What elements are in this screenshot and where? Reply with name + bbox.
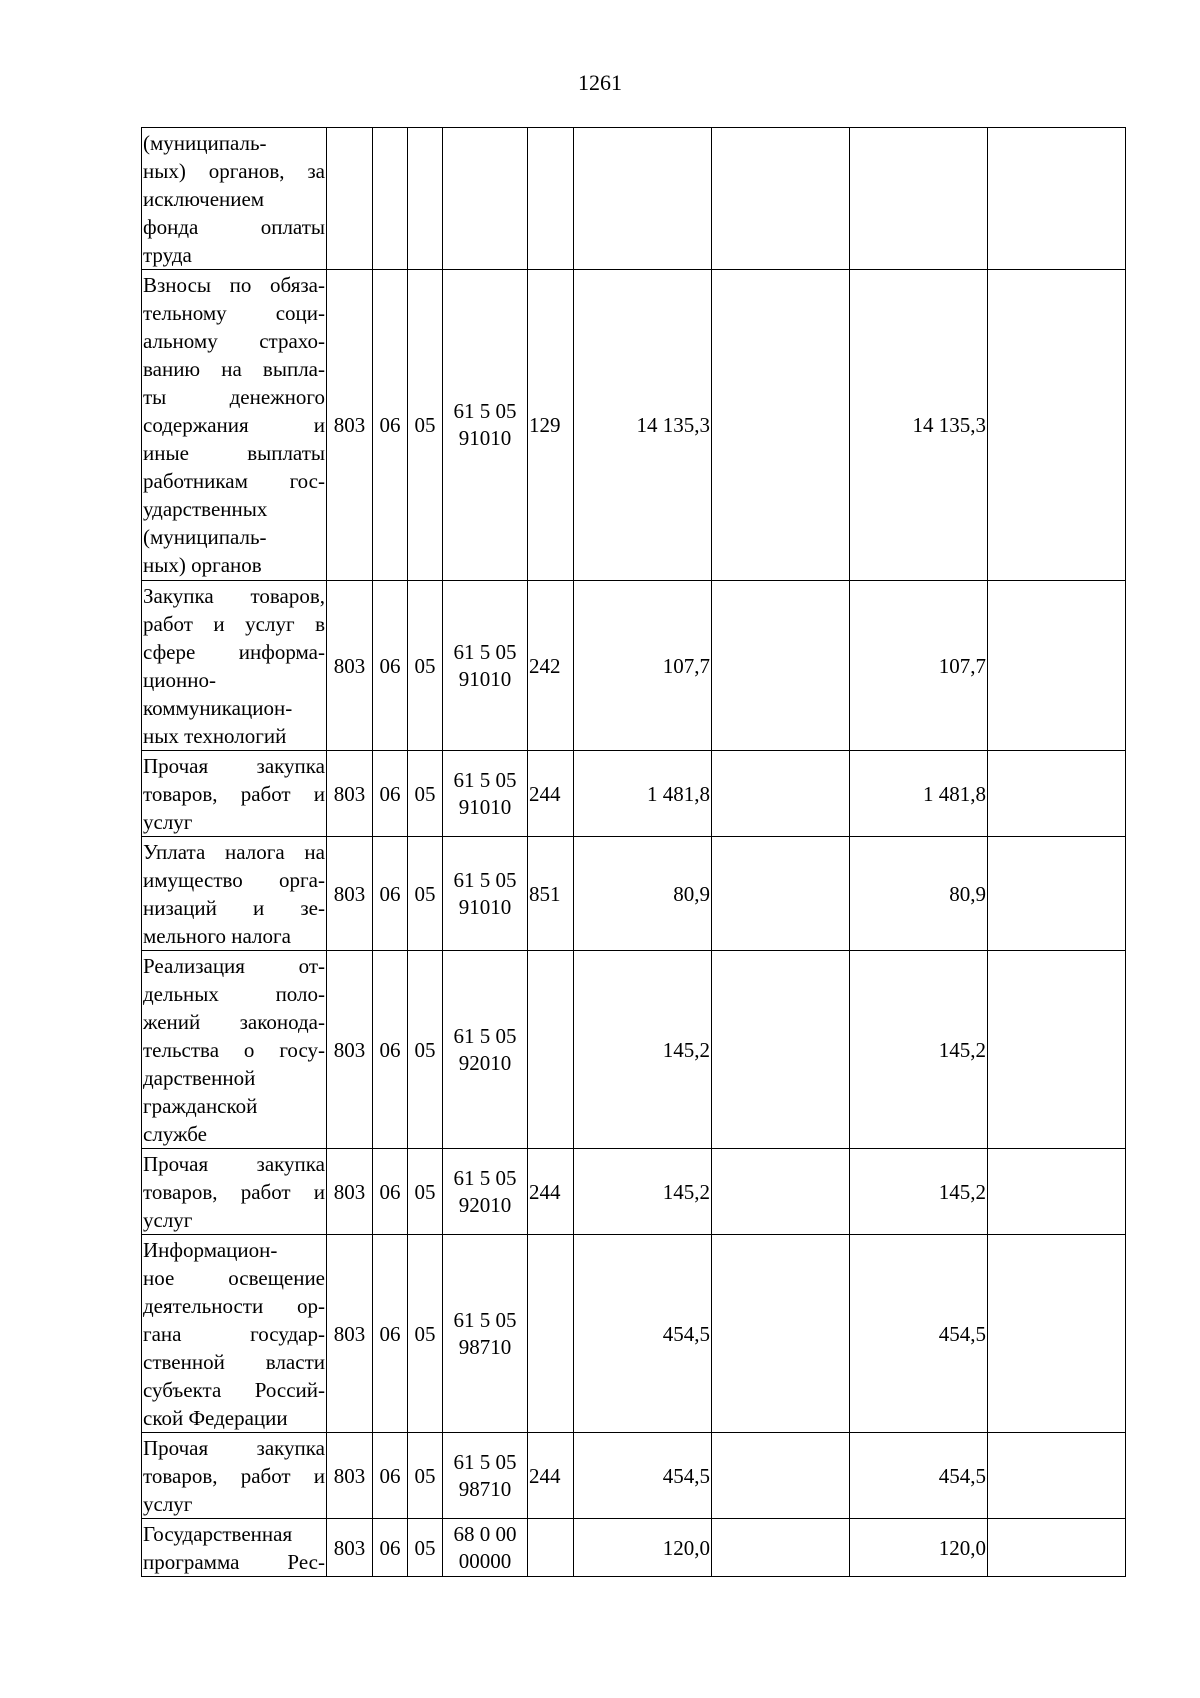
expense-name-line: дельных поло- (143, 981, 325, 1006)
expense-name-line: субъекта Россий- (143, 1377, 325, 1402)
expense-name-line: гана государ- (143, 1321, 325, 1346)
amount-cell-3 (850, 581, 988, 751)
expense-name-line: Государственная (143, 1521, 293, 1546)
amount-cell-1 (574, 1519, 712, 1577)
amount-cell-3 (850, 1519, 988, 1577)
amount-cell-1 (574, 128, 712, 270)
sum-3-value: 145,2 (938, 1037, 986, 1062)
expense-type-cell (528, 837, 574, 951)
target-article-cell (443, 1519, 528, 1577)
sum-3-value: 107,7 (938, 653, 986, 678)
razdel-cell (373, 1149, 408, 1235)
expense-name-line: содержания и (143, 413, 325, 437)
expense-name-line: ных технологий (143, 723, 287, 748)
amount-cell-1 (574, 1149, 712, 1235)
razdel-value: 06 (379, 881, 401, 906)
expense-name-cell (142, 837, 327, 951)
target-article-cell (443, 270, 528, 581)
podrazdel-cell (408, 837, 443, 951)
expense-name-line: дарственной (143, 1065, 256, 1090)
target-article-cell (443, 1235, 528, 1433)
razdel-cell (373, 1519, 408, 1577)
razdel-value: 06 (379, 1463, 401, 1488)
amount-cell-1 (574, 951, 712, 1149)
table-row (142, 951, 1126, 1149)
expense-type-cell (528, 1149, 574, 1235)
vedomstvo-value: 803 (333, 1463, 366, 1488)
amount-cell-3 (850, 1433, 988, 1519)
target-article-cell (443, 751, 528, 837)
target-article-line: 61 5 05 (453, 767, 517, 792)
sum-1-value: 107,7 (662, 653, 710, 678)
razdel-cell (373, 1433, 408, 1519)
amount-cell-3 (850, 270, 988, 581)
sum-3-value: 14 135,3 (912, 413, 986, 437)
expense-name-cell (142, 1433, 327, 1519)
vr-value: 129 (529, 413, 561, 437)
expense-name-line: ственной власти (143, 1349, 325, 1374)
podrazdel-cell (408, 751, 443, 837)
target-article-cell (443, 128, 528, 270)
expense-name-line: программа Рес- (143, 1549, 325, 1574)
podrazdel-value: 05 (414, 781, 436, 806)
target-article-line: 91010 (458, 426, 512, 450)
target-article-line: 61 5 05 (453, 399, 517, 423)
target-article-line: 91010 (458, 894, 512, 919)
sum-1-value: 145,2 (662, 1179, 710, 1204)
podrazdel-cell (408, 1519, 443, 1577)
expense-type-cell (528, 751, 574, 837)
expense-name-line: товаров, работ и (143, 1463, 325, 1488)
amount-cell-4 (988, 837, 1126, 951)
podrazdel-value: 05 (414, 653, 436, 678)
table-row (142, 751, 1126, 837)
razdel-cell (373, 581, 408, 751)
expense-name-line: услуг (143, 1207, 193, 1232)
amount-cell-4 (988, 751, 1126, 837)
amount-cell-1 (574, 1433, 712, 1519)
table-row (142, 270, 1126, 581)
amount-cell-4 (988, 951, 1126, 1149)
expense-name-line: жений законода- (143, 1009, 325, 1034)
expense-name-line: товаров, работ и (143, 1179, 325, 1204)
amount-cell-4 (988, 1519, 1126, 1577)
razdel-value: 06 (379, 1037, 401, 1062)
target-article-line: 61 5 05 (453, 1449, 517, 1474)
expense-type-cell (528, 581, 574, 751)
amount-cell-4 (988, 1433, 1126, 1519)
amount-cell-2 (712, 951, 850, 1149)
podrazdel-value: 05 (414, 1321, 436, 1346)
expense-type-cell (528, 270, 574, 581)
amount-cell-2 (712, 1235, 850, 1433)
expense-name-line: фонда оплаты (143, 214, 325, 239)
vedomstvo-cell (327, 270, 373, 581)
expense-name-line: Уплата налога на (143, 839, 325, 864)
vedomstvo-value: 803 (333, 881, 366, 906)
expense-name-line: сфере информа- (143, 639, 325, 664)
razdel-cell (373, 837, 408, 951)
expense-name-line: имущество орга- (143, 867, 325, 892)
expense-name-line: товаров, работ и (143, 781, 325, 806)
table-row (142, 128, 1126, 270)
amount-cell-1 (574, 837, 712, 951)
expense-name-cell (142, 951, 327, 1149)
expense-name-line: ционно- (143, 667, 216, 692)
expense-name-line: иные выплаты (143, 441, 325, 465)
expense-name-line: работникам гос- (143, 469, 325, 493)
vedomstvo-value: 803 (333, 1037, 366, 1062)
expense-name-line: ты денежного (143, 385, 325, 409)
table-row (142, 1235, 1126, 1433)
target-article-line: 61 5 05 (453, 639, 517, 664)
sum-3-value: 1 481,8 (923, 781, 986, 806)
expense-name-line: деятельности ор- (143, 1293, 325, 1318)
expense-name-line: Взносы по обяза- (143, 273, 325, 297)
expense-name-line: услуг (143, 1491, 193, 1516)
target-article-line: 98710 (458, 1334, 512, 1359)
budget-table (141, 127, 1126, 1577)
vedomstvo-cell (327, 581, 373, 751)
vedomstvo-value: 803 (333, 653, 366, 678)
page-number: 1261 (578, 70, 622, 95)
expense-name-line: тельства о госу- (143, 1037, 325, 1062)
target-article-line: 92010 (458, 1192, 512, 1217)
podrazdel-cell (408, 270, 443, 581)
vedomstvo-cell (327, 837, 373, 951)
expense-name-line: службе (143, 1121, 207, 1146)
vr-value: 244 (529, 1463, 561, 1488)
expense-name-line: Информацион- (143, 1237, 278, 1262)
amount-cell-1 (574, 270, 712, 581)
target-article-line: 61 5 05 (453, 1307, 517, 1332)
expense-name-line: ное освещение (143, 1265, 325, 1290)
expense-name-line: мельного налога (143, 923, 291, 948)
vedomstvo-cell (327, 1149, 373, 1235)
expense-name-cell (142, 128, 327, 270)
table-row (142, 1433, 1126, 1519)
table-row (142, 1149, 1126, 1235)
sum-3-value: 120,0 (938, 1535, 986, 1560)
podrazdel-cell (408, 581, 443, 751)
podrazdel-cell (408, 1433, 443, 1519)
expense-name-line: услуг (143, 809, 193, 834)
amount-cell-4 (988, 1235, 1126, 1433)
podrazdel-value: 05 (414, 1037, 436, 1062)
expense-name-cell (142, 1519, 327, 1577)
expense-name-line: Прочая закупка (143, 753, 325, 778)
vedomstvo-value: 803 (333, 1321, 366, 1346)
expense-name-line: работ и услуг в (143, 611, 325, 636)
amount-cell-4 (988, 1149, 1126, 1235)
expense-type-cell (528, 1433, 574, 1519)
table-row (142, 1519, 1126, 1577)
target-article-cell (443, 1149, 528, 1235)
razdel-value: 06 (379, 413, 401, 437)
expense-name-line: (муниципаль- (143, 130, 267, 155)
amount-cell-4 (988, 128, 1126, 270)
podrazdel-value: 05 (414, 881, 436, 906)
vr-value: 851 (529, 881, 561, 906)
expense-type-cell (528, 1519, 574, 1577)
razdel-cell (373, 270, 408, 581)
expense-name-cell (142, 751, 327, 837)
podrazdel-cell (408, 1149, 443, 1235)
target-article-line: 61 5 05 (453, 1165, 517, 1190)
vedomstvo-cell (327, 1519, 373, 1577)
sum-3-value: 80,9 (949, 881, 986, 906)
target-article-cell (443, 1433, 528, 1519)
expense-name-cell (142, 270, 327, 581)
podrazdel-value: 05 (414, 413, 436, 437)
sum-3-value: 454,5 (938, 1463, 986, 1488)
razdel-value: 06 (379, 653, 401, 678)
table-body (142, 128, 1126, 1577)
expense-name-line: низаций и зе- (143, 895, 325, 920)
amount-cell-3 (850, 1149, 988, 1235)
razdel-value: 06 (379, 1535, 401, 1560)
razdel-value: 06 (379, 1321, 401, 1346)
amount-cell-4 (988, 581, 1126, 751)
expense-name-line: ванию на выпла- (143, 357, 325, 381)
sum-1-value: 80,9 (673, 881, 710, 906)
sum-1-value: 14 135,3 (636, 413, 710, 437)
vedomstvo-cell (327, 751, 373, 837)
razdel-value: 06 (379, 1179, 401, 1204)
podrazdel-value: 05 (414, 1179, 436, 1204)
expense-name-line: коммуникацион- (143, 695, 293, 720)
razdel-cell (373, 751, 408, 837)
expense-name-cell (142, 581, 327, 751)
amount-cell-1 (574, 581, 712, 751)
expense-name-line: Прочая закупка (143, 1435, 325, 1460)
expense-name-cell (142, 1149, 327, 1235)
target-article-cell (443, 581, 528, 751)
sum-1-value: 454,5 (662, 1321, 710, 1346)
vedomstvo-value: 803 (333, 1179, 366, 1204)
vedomstvo-cell (327, 128, 373, 270)
expense-type-cell (528, 951, 574, 1149)
sum-1-value: 145,2 (662, 1037, 710, 1062)
podrazdel-cell (408, 1235, 443, 1433)
amount-cell-2 (712, 1149, 850, 1235)
expense-name-line: (муниципаль- (143, 525, 267, 549)
target-article-line: 00000 (458, 1548, 512, 1573)
expense-type-cell (528, 128, 574, 270)
expense-name-line: Реализация от- (143, 953, 325, 978)
amount-cell-2 (712, 1519, 850, 1577)
target-article-line: 91010 (458, 666, 512, 691)
amount-cell-2 (712, 128, 850, 270)
amount-cell-2 (712, 270, 850, 581)
sum-1-value: 454,5 (662, 1463, 710, 1488)
expense-type-cell (528, 1235, 574, 1433)
vedomstvo-cell (327, 1433, 373, 1519)
amount-cell-2 (712, 1433, 850, 1519)
expense-name-line: гражданской (143, 1093, 258, 1118)
expense-name-line: исключением (143, 186, 265, 211)
razdel-cell (373, 128, 408, 270)
vedomstvo-cell (327, 951, 373, 1149)
amount-cell-3 (850, 1235, 988, 1433)
amount-cell-2 (712, 581, 850, 751)
vedomstvo-cell (327, 1235, 373, 1433)
podrazdel-cell (408, 951, 443, 1149)
vedomstvo-value: 803 (333, 413, 366, 437)
sum-1-value: 120,0 (662, 1535, 710, 1560)
amount-cell-3 (850, 837, 988, 951)
amount-cell-1 (574, 751, 712, 837)
sum-3-value: 454,5 (938, 1321, 986, 1346)
podrazdel-value: 05 (414, 1463, 436, 1488)
expense-name-line: ударственных (143, 497, 268, 521)
amount-cell-2 (712, 751, 850, 837)
table-row (142, 837, 1126, 951)
target-article-line: 92010 (458, 1050, 512, 1075)
razdel-cell (373, 1235, 408, 1433)
podrazdel-value: 05 (414, 1535, 436, 1560)
amount-cell-3 (850, 128, 988, 270)
amount-cell-3 (850, 751, 988, 837)
expense-name-line: ных) органов (143, 553, 262, 577)
amount-cell-2 (712, 837, 850, 951)
expense-name-line: ных) органов, за (143, 158, 325, 183)
amount-cell-1 (574, 1235, 712, 1433)
amount-cell-4 (988, 270, 1126, 581)
expense-name-line: труда (143, 242, 192, 267)
target-article-cell (443, 837, 528, 951)
sum-1-value: 1 481,8 (647, 781, 710, 806)
razdel-cell (373, 951, 408, 1149)
vr-value: 242 (529, 653, 561, 678)
vr-value: 244 (529, 1179, 561, 1204)
vedomstvo-value: 803 (333, 1535, 366, 1560)
target-article-line: 68 0 00 (453, 1521, 517, 1546)
expense-name-line: альному страхо- (143, 329, 325, 353)
podrazdel-cell (408, 128, 443, 270)
target-article-line: 98710 (458, 1476, 512, 1501)
target-article-line: 91010 (458, 794, 512, 819)
table-row (142, 581, 1126, 751)
razdel-value: 06 (379, 781, 401, 806)
vedomstvo-value: 803 (333, 781, 366, 806)
vr-value: 244 (529, 781, 561, 806)
target-article-line: 61 5 05 (453, 867, 517, 892)
expense-name-line: Прочая закупка (143, 1151, 325, 1176)
expense-name-line: Закупка товаров, (143, 583, 325, 608)
expense-name-line: тельному соци- (143, 301, 325, 325)
target-article-cell (443, 951, 528, 1149)
sum-3-value: 145,2 (938, 1179, 986, 1204)
expense-name-cell (142, 1235, 327, 1433)
amount-cell-3 (850, 951, 988, 1149)
target-article-line: 61 5 05 (453, 1023, 517, 1048)
expense-name-line: ской Федерации (143, 1405, 288, 1430)
